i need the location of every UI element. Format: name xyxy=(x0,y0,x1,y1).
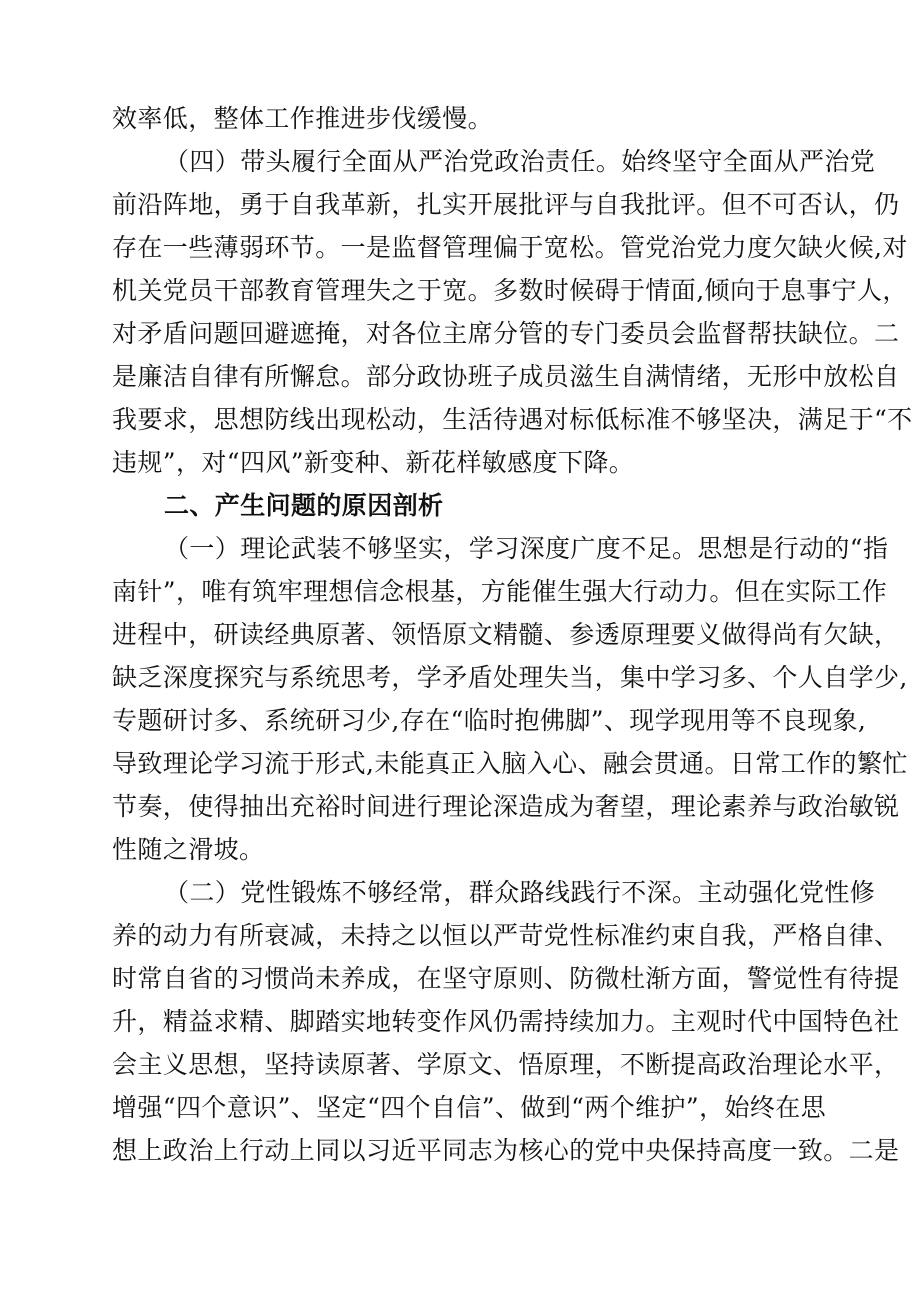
paragraph-line: （二）党性锻炼不够经常，群众路线践行不深。主动强化党性修 xyxy=(164,878,876,907)
paragraph-line: 存在一些薄弱环节。一是监督管理偏于宽松。管党治党力度欠缺火候,对 xyxy=(112,233,908,262)
paragraph-line: 效率低，整体工作推进步伐缓慢。 xyxy=(112,104,494,133)
paragraph-line: 想上政治上行动上同以习近平同志为核心的党中央保持高度一致。二是 xyxy=(112,1136,900,1165)
paragraph-line: 时常自省的习惯尚未养成，在坚守原则、防微杜渐方面，警觉性有待提 xyxy=(112,964,900,993)
paragraph-line: 缺乏深度探究与系统思考，学矛盾处理失当，集中学习多、个人自学少, xyxy=(112,663,908,692)
paragraph-line: 会主义思想，坚持读原著、学原文、悟原理，不断提高政治理论水平， xyxy=(112,1050,900,1079)
section-heading: 二、产生问题的原因剖析 xyxy=(164,491,444,520)
paragraph-line: （四）带头履行全面从严治党政治责任。始终坚守全面从严治党 xyxy=(164,147,876,176)
paragraph-line: 对矛盾问题回避遮掩，对各位主席分管的专门委员会监督帮扶缺位。二 xyxy=(112,319,900,348)
paragraph-line: 南针”，唯有筑牢理想信念根基，方能催生强大行动力。但在实际工作 xyxy=(112,577,888,606)
paragraph-line: 升，精益求精、脚踏实地转变作风仍需持续加力。主观时代中国特色社 xyxy=(112,1007,900,1036)
paragraph-line: 进程中，研读经典原著、领悟原文精髓、参透原理要义做得尚有欠缺， xyxy=(112,620,900,649)
paragraph-line: 是廉洁自律有所懈怠。部分政协班子成员滋生自满情绪，无形中放松自 xyxy=(112,362,900,391)
paragraph-line: 节奏，使得抽出充裕时间进行理论深造成为奢望，理论素养与政治敏锐 xyxy=(112,792,900,821)
paragraph-line: 我要求，思想防线出现松动，生活待遇对标低标准不够坚决，满足于“不 xyxy=(112,405,913,434)
paragraph-line: 性随之滑坡。 xyxy=(112,835,265,864)
document-body xyxy=(112,97,913,1172)
paragraph-line: 养的动力有所衰减，未持之以恒以严苛党性标准约束自我，严格自律、 xyxy=(112,921,900,950)
paragraph-line: 违规”，对“四风”新变种、新花样敏感度下降。 xyxy=(112,448,635,477)
paragraph-line: 专题研讨多、系统研习少,存在“临时抱佛脚”、现学现用等不良现象, xyxy=(112,706,867,735)
paragraph-line: 前沿阵地，勇于自我革新，扎实开展批评与自我批评。但不可否认，仍 xyxy=(112,190,900,219)
paragraph-line: （一）理论武装不够坚实，学习深度广度不足。思想是行动的“指 xyxy=(164,534,889,563)
paragraph-line: 机关党员干部教育管理失之于宽。多数时候碍于情面,倾向于息事宁人， xyxy=(112,276,908,305)
paragraph-line: 增强“四个意识”、坚定“四个自信”、做到“两个维护”，始终在思 xyxy=(112,1093,827,1122)
paragraph-line: 导致理论学习流于形式,未能真正入脑入心、融会贯通。日常工作的繁忙 xyxy=(112,749,908,778)
